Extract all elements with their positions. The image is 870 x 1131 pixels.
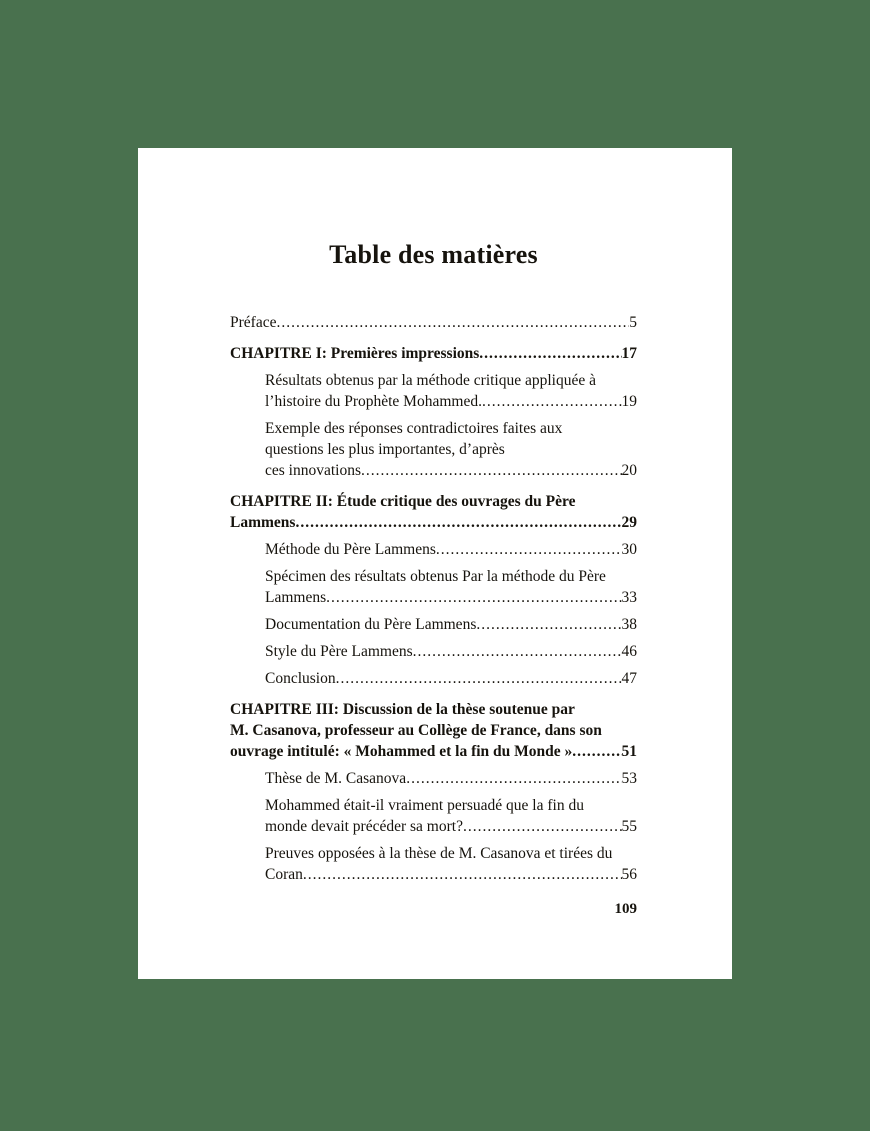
dot-leader — [406, 768, 621, 789]
dot-leader — [295, 512, 621, 533]
toc-entry-text-line: Résultats obtenus par la méthode critique appliquée à — [265, 372, 596, 389]
dot-leader — [276, 312, 629, 333]
toc-entry-text-line: Preuves opposées à la thèse de M. Casanova et tirées du — [265, 845, 613, 862]
toc-entry-label: Lammens — [265, 589, 327, 606]
toc-entry-label: Lammens — [230, 514, 296, 531]
toc-entry-text-line: Mohammed était-il vraiment persuadé que la fin du — [265, 797, 584, 814]
toc-entry-label: monde devait précéder sa mort? — [265, 818, 463, 835]
toc-entry-text-line: questions les plus importantes, d’après — [265, 441, 505, 458]
toc-entry-lastline — [265, 864, 637, 885]
toc-entry-section — [230, 418, 637, 481]
toc-entry-label: l’histoire du Prophète Mohammed. — [265, 393, 482, 410]
toc-entry-lastline — [265, 768, 637, 789]
toc-entry-label: Conclusion — [265, 670, 336, 687]
toc-entry-page-number: 47 — [621, 670, 637, 687]
toc-entry — [230, 312, 637, 333]
dot-leader — [326, 587, 621, 608]
dot-leader — [479, 343, 621, 364]
toc-entry-label: CHAPITRE I: Premières impressions — [230, 345, 480, 362]
toc-list — [230, 312, 637, 885]
toc-entry-text-line: Spécimen des résultats obtenus Par la méthode du Père — [265, 568, 606, 585]
toc-entry-text-line: CHAPITRE II: Étude critique des ouvrages du Père — [230, 493, 576, 510]
toc-entry-section — [230, 641, 637, 662]
toc-entry-lastline — [265, 391, 637, 412]
toc-entry-section — [230, 768, 637, 789]
dot-leader — [303, 864, 622, 885]
toc-entry-section — [230, 614, 637, 635]
toc-entry-lastline — [265, 587, 637, 608]
toc-entry-lastline — [265, 539, 637, 560]
toc-entry-label: Préface — [230, 314, 277, 331]
dot-leader — [413, 641, 622, 662]
dot-leader — [463, 816, 622, 837]
dot-leader — [482, 391, 622, 412]
toc-entry-lastline — [265, 668, 637, 689]
toc-entry-page-number: 33 — [621, 589, 637, 606]
toc-entry-section — [230, 795, 637, 837]
toc-entry-section — [230, 539, 637, 560]
toc-entry-chapter — [230, 343, 637, 364]
toc-entry-page-number: 53 — [621, 770, 637, 787]
toc-entry-section — [230, 843, 637, 885]
toc-entry-label: Style du Père Lammens — [265, 643, 413, 660]
toc-entry-text-line: CHAPITRE III: Discussion de la thèse soutenue par — [230, 701, 575, 718]
toc-entry-section — [230, 566, 637, 608]
toc-entry-text-line: Exemple des réponses contradictoires faites aux — [265, 420, 563, 437]
toc-entry-page-number: 5 — [629, 314, 637, 331]
toc-entry-chapter — [230, 491, 637, 533]
toc-entry-page-number: 17 — [621, 345, 637, 362]
folio-page-number: 109 — [614, 901, 637, 917]
toc-entry-lastline — [265, 460, 637, 481]
dot-leader — [572, 741, 621, 762]
toc-entry-label: ces innovations — [265, 462, 361, 479]
dot-leader — [336, 668, 622, 689]
dot-leader — [436, 539, 622, 560]
toc-entry-label: Thèse de M. Casanova — [265, 770, 407, 787]
toc-entry-page-number: 55 — [621, 818, 637, 835]
toc-entry-chapter — [230, 699, 637, 762]
book-page — [138, 148, 732, 979]
toc-entry-label: Méthode du Père Lammens — [265, 541, 436, 558]
toc-entry-page-number: 20 — [621, 462, 637, 479]
toc-entry-text-line: M. Casanova, professeur au Collège de France, dans son — [230, 722, 602, 739]
page-title: Table des matières — [329, 240, 538, 269]
toc-entry-section — [230, 370, 637, 412]
toc-entry-label: Documentation du Père Lammens — [265, 616, 477, 633]
toc-entry-page-number: 30 — [621, 541, 637, 558]
toc-entry-page-number: 29 — [621, 514, 637, 531]
toc-entry-page-number: 19 — [621, 393, 637, 410]
toc-entry-lastline — [265, 816, 637, 837]
toc-entry-label: Coran — [265, 866, 303, 883]
toc-entry-lastline — [265, 614, 637, 635]
dot-leader — [476, 614, 621, 635]
toc-entry-lastline — [230, 312, 637, 333]
toc-entry-lastline — [230, 741, 637, 762]
dot-leader — [361, 460, 622, 481]
toc-entry-label: ouvrage intitulé: « Mohammed et la fin du Monde » — [230, 743, 573, 760]
toc-entry-page-number: 38 — [621, 616, 637, 633]
toc-entry-page-number: 46 — [621, 643, 637, 660]
toc-entry-lastline — [230, 512, 637, 533]
toc-entry-lastline — [230, 343, 637, 364]
toc-entry-page-number: 51 — [621, 743, 637, 760]
toc-entry-section — [230, 668, 637, 689]
toc-entry-lastline — [265, 641, 637, 662]
toc-entry-page-number: 56 — [621, 866, 637, 883]
